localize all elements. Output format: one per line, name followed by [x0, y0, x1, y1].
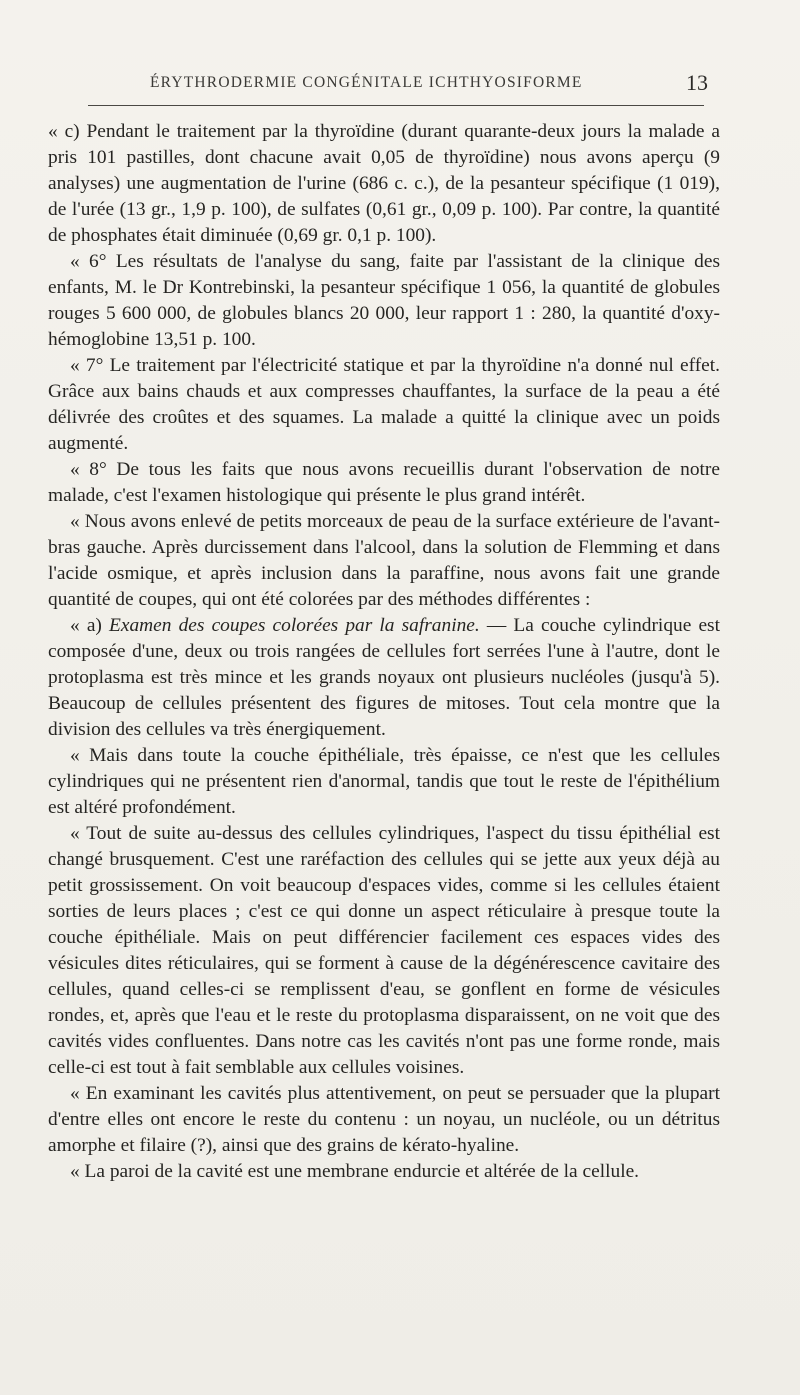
paragraph-cavity-wall: « La paroi de la cavité est une membrane endurcie et altérée de la cellule.	[70, 1161, 640, 1182]
paragraph-biopsy-method: « Nous avons enlevé de petits morceaux de peau de la surface extérieure de l'avant-bras gauche. Après durcissement dans l'alcool, dans la solution de Flemming et dans l'acide osmique, et après inclusion dans la paraffine, nous avons fait une grande quantité de coupes, qui ont été colorées par des méthodes différentes :	[48, 511, 720, 610]
paragraph-6-blood-analysis: « 6° Les résultats de l'analyse du sang, faite par l'assistant de la clinique des enfants, M. le Dr Kontrebinski, la pesanteur spécifique 1 056, la quantité de globules rouges 5 600 000, de globules blancs 20 000, leur rapport 1 : 280, la quantité d'oxy-hémoglobine 13,51 p. 100.	[48, 251, 720, 350]
paragraph-epithelial-layer: « Mais dans toute la couche épithéliale, très épaisse, ce n'est que les cellules cylindriques qui ne présentent rien d'anormal, tandis que tout le reste de l'épithélium est altéré profondément.	[48, 745, 720, 818]
running-title: ÉRYTHRODERMIE CONGÉNITALE ICHTHYOSIFORME	[150, 74, 583, 91]
paragraph-cavities: « En examinant les cavités plus attentivement, on peut se persuader que la plupart d'entre elles ont encore le reste du contenu : un noyau, un nucléole, ou un détritus amorphe et filaire (?), ainsi que des grains de kérato-hyaline.	[48, 1083, 720, 1156]
paragraph-8-histology: « 8° De tous les faits que nous avons recueillis durant l'observation de notre malade, c'est l'examen histologique qui présente le plus grand intérêt.	[48, 459, 720, 506]
paragraph-a-safranine	[48, 613, 720, 743]
paragraph-c-treatment: « c) Pendant le traitement par la thyroïdine (durant quarante-deux jours la malade a pris 101 pastilles, dont chacune avait 0,05 de thyroïdine) nous avons aperçu (9 analyses) une augmentation de l'urine (686 c. c.), de la pesanteur spécifique (1 019), de l'urée (13 gr., 1,9 p. 100), de sulfates (0,61 gr., 0,09 p. 100). Par contre, la quantité de phosphates était diminuée (0,69 gr. 0,1 p. 100).	[48, 121, 720, 246]
paragraph-7-electricity: « 7° Le traitement par l'électricité statique et par la thyroïdine n'a donné nul effet. Grâce aux bains chauds et aux compresses chauffantes, la surface de la peau a été délivrée des croûtes et des squames. La malade a quitté la clinique avec un poids augmenté.	[48, 355, 720, 454]
paragraph-a-lead: « a)	[70, 615, 110, 636]
header-rule	[88, 105, 704, 106]
page-number: 13	[686, 70, 708, 95]
paragraph-cylindrical-cells: « Tout de suite au-dessus des cellules cylindriques, l'aspect du tissu épithélial est changé brusquement. C'est une raréfaction des cellules qui se jette aux yeux déjà au petit grossissement. On voit beaucoup d'espaces vides, comme si les cellules étaient sorties de leurs places ; c'est ce qui donne un aspect réticulaire à presque toute la couche épithéliale. Mais on peut différencier facilement ces espaces vides des vésicules dites réticulaires, qui se forment à cause de la dégénérescence cavitaire des cellules, quand celles-ci se remplissent d'eau, se gonflent en forme de vésicules rondes, et, après que l'eau et le reste du protoplasma disparaissent, on ne voit que des cavités vides confluentes. Dans notre cas les cavités n'ont pas une forme ronde, mais celle-ci est tout à fait semblable aux cellules voisines.	[48, 823, 720, 1078]
body-text	[48, 119, 720, 1185]
paragraph-a-italic-heading: Examen des coupes colorées par la safranine.	[109, 615, 480, 636]
paragraph-a-text: — La couche cylindrique est composée d'une, deux ou trois rangées de cellules fort serrées l'une à l'autre, dont le protoplasma est très mince et les grands noyaux ont plusieurs nucléoles (jusqu'à 5). Beaucoup de cellules présentent des figures de mitoses. Tout cela montre que la division des cellules va très énergiquement.	[48, 615, 720, 740]
